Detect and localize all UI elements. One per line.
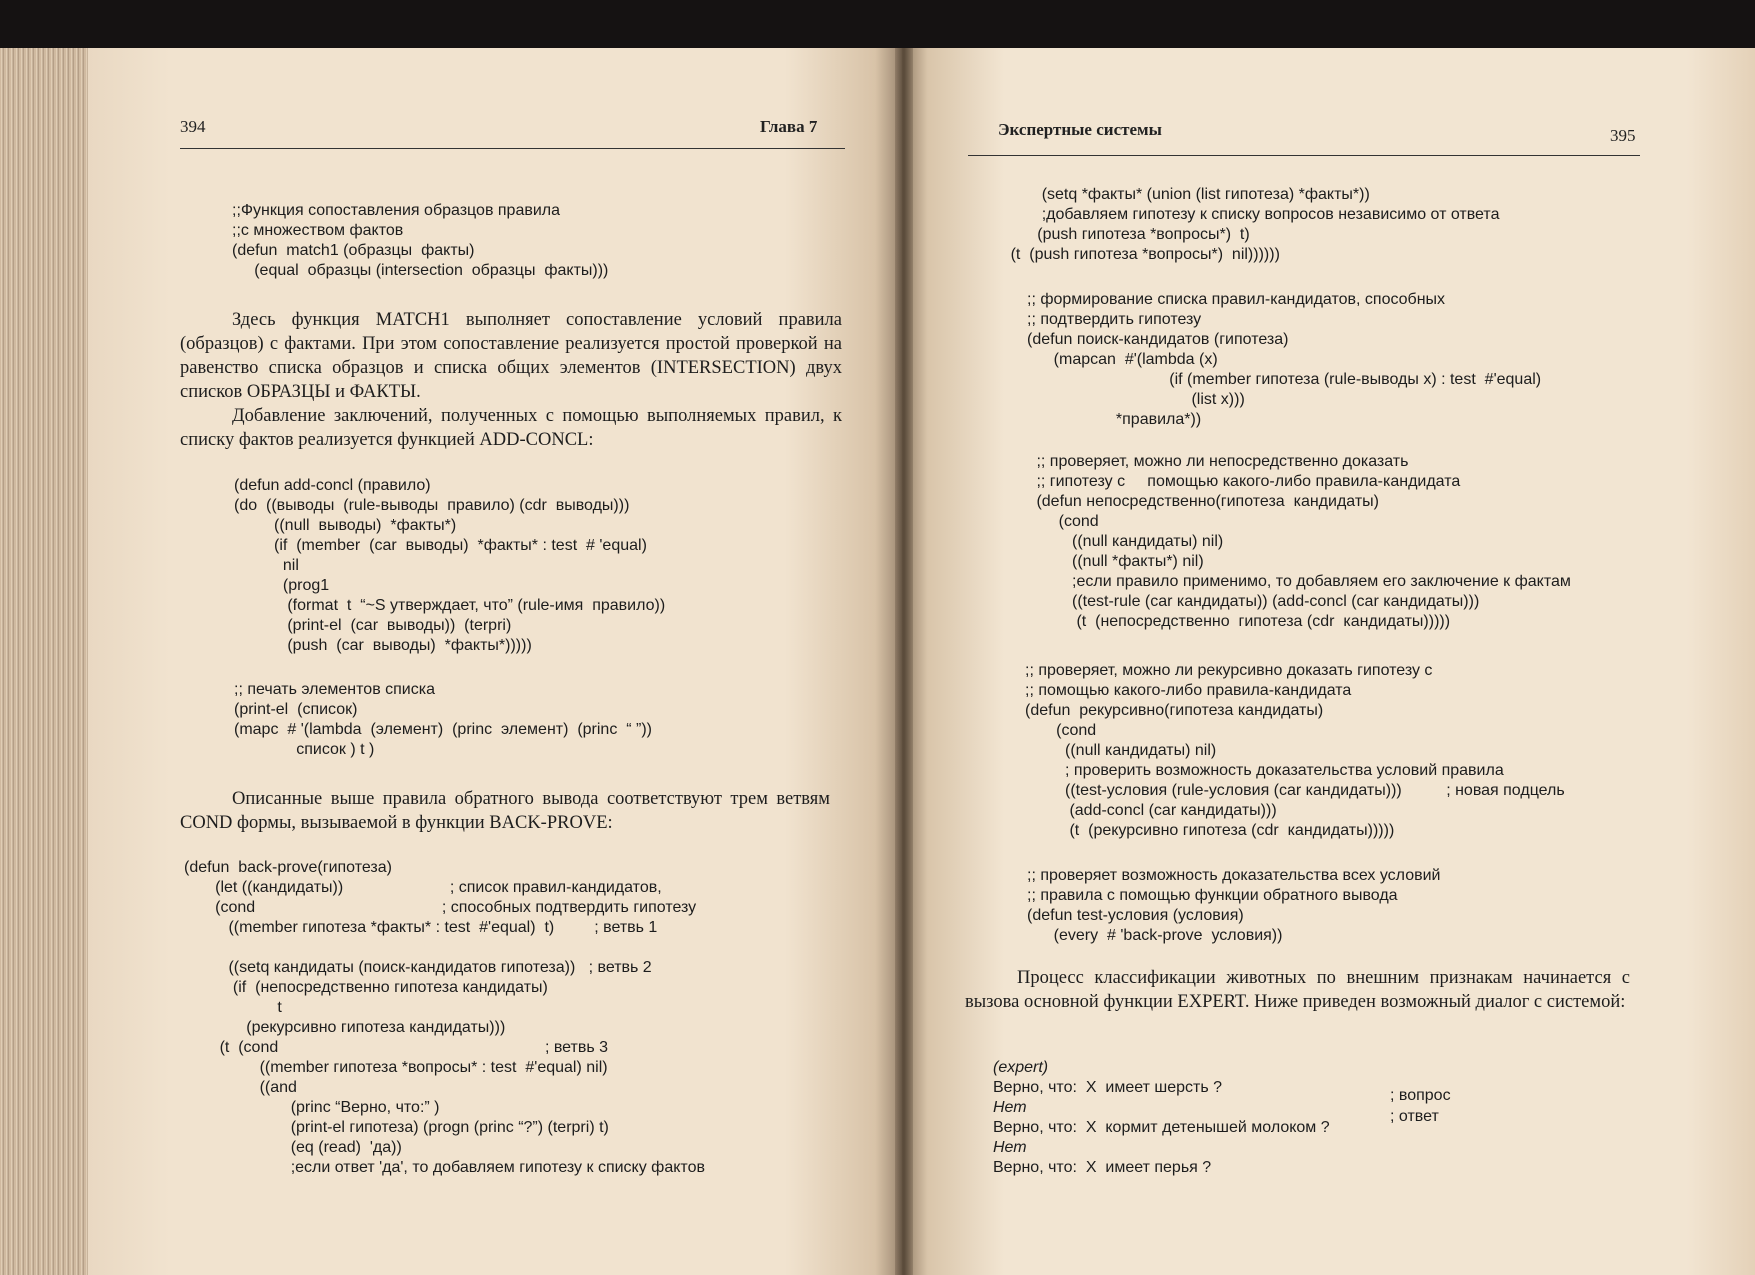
right-code-rekursivno bbox=[1025, 661, 1565, 841]
code-line: ((member гипотеза *вопросы* : test #'equal) nil) bbox=[184, 1059, 608, 1076]
code-line: (format t “~S утверждает, что” (rule-имя правило)) bbox=[234, 597, 666, 614]
left-code-print-el bbox=[234, 680, 652, 760]
code-line: (do ((выводы (rule-выводы правило) (cdr выводы))) bbox=[234, 497, 630, 514]
code-line: ((null *факты*) nil) bbox=[1032, 553, 1204, 570]
code-line: (if (непосредственно гипотеза кандидаты) bbox=[184, 979, 548, 996]
left-header-rule bbox=[180, 148, 845, 149]
code-line: (princ “Верно, что:” ) bbox=[184, 1099, 440, 1116]
code-line: ;;с множеством фактов bbox=[232, 222, 404, 239]
dialog-question-2: Верно, что: X кормит детенышей молоком ? bbox=[993, 1119, 1330, 1136]
code-line: (defun add-concl (правило) bbox=[234, 477, 431, 494]
code-line: (prog1 bbox=[234, 577, 330, 594]
dialog-question-1: Верно, что: X имеет шерсть ? bbox=[993, 1079, 1222, 1096]
code-line: (print-el (car выводы)) (terpri) bbox=[234, 617, 512, 634]
code-line: (setq *факты* (union (list гипотеза) *факты*)) bbox=[935, 186, 1370, 203]
left-chapter-label-text: Глава 7 bbox=[760, 117, 818, 136]
code-line: (defun match1 (образцы факты) bbox=[232, 242, 475, 259]
page-edges bbox=[0, 48, 92, 1275]
dialog-comment-answer: ; ответ bbox=[1390, 1108, 1439, 1125]
expert-dialog bbox=[993, 1058, 1330, 1178]
code-line: ;добавляем гипотезу к списку вопросов независимо от ответа bbox=[935, 206, 1500, 223]
code-line: (t (рекурсивно гипотеза (cdr кандидаты))))) bbox=[1025, 822, 1395, 839]
right-header-rule bbox=[968, 155, 1640, 156]
code-line: ((setq кандидаты (поиск-кандидатов гипотеза)) ; ветвь 2 bbox=[184, 959, 652, 976]
left-code-add-concl bbox=[234, 476, 665, 656]
left-paragraph-1: Здесь функция MATCH1 выполняет сопоставление условий правила (образцов) с фактами. При этом сопоставление реализуется простой проверкой на равенство списка образцов и списка общих элементов (INTERSECTION) двух списков ОБРАЗЦЫ и ФАКТЫ. bbox=[180, 310, 842, 402]
code-line: (t (непосредственно гипотеза (cdr кандидаты))))) bbox=[1032, 613, 1451, 630]
code-line: (let ((кандидаты)) ; список правил-кандидатов, bbox=[184, 879, 662, 896]
right-paragraph-1: Процесс классификации животных по внешним признакам начинается с вызова основной функции EXPERT. Ниже приведен возможный диалог с системой: bbox=[965, 968, 1630, 1012]
left-chapter-label bbox=[760, 117, 817, 137]
code-line: ((null выводы) *факты*) bbox=[234, 517, 457, 534]
code-line: (cond ; способных подтвердить гипотезу bbox=[184, 899, 697, 916]
code-line: ;; помощью какого-либо правила-кандидата bbox=[1025, 682, 1352, 699]
dialog-question-3: Верно, что: X имеет перья ? bbox=[993, 1159, 1212, 1176]
code-line: ((null кандидаты) nil) bbox=[1025, 742, 1217, 759]
dialog-comment-question: ; вопрос bbox=[1390, 1087, 1451, 1104]
code-line: (defun непосредственно(гипотеза кандидаты) bbox=[1032, 493, 1379, 510]
code-line: ;если правило применимо, то добавляем его заключение к фактам bbox=[1032, 573, 1571, 590]
code-line: (t (push гипотеза *вопросы*) nil)))))) bbox=[935, 246, 1280, 263]
code-line: (if (member гипотеза (rule-выводы x) : test #'equal) bbox=[1027, 371, 1542, 388]
code-line: список ) t ) bbox=[234, 741, 375, 758]
right-code-poisk-kandidatov bbox=[1027, 290, 1541, 430]
code-line: ;; проверяет возможность доказательства всех условий bbox=[1027, 867, 1441, 884]
left-code-back-prove bbox=[184, 858, 705, 1178]
code-line: ((test-условия (rule-условия (car кандидаты))) ; новая подцель bbox=[1025, 782, 1565, 799]
code-line: (every # 'back-prove условия)) bbox=[1027, 927, 1283, 944]
code-line: (push гипотеза *вопросы*) t) bbox=[935, 226, 1250, 243]
right-code-continuation bbox=[935, 185, 1499, 265]
code-line: ((test-rule (car кандидаты)) (add-concl (car кандидаты))) bbox=[1032, 593, 1480, 610]
code-line: ((null кандидаты) nil) bbox=[1032, 533, 1224, 550]
code-line: (defun back-prove(гипотеза) bbox=[184, 859, 392, 876]
code-line: ;если ответ 'да', то добавляем гипотезу к списку фактов bbox=[184, 1159, 705, 1176]
code-line: ; проверить возможность доказательства условий правила bbox=[1025, 762, 1504, 779]
left-code-match1 bbox=[232, 201, 608, 281]
code-line: (if (member (car выводы) *факты* : test # 'equal) bbox=[234, 537, 647, 554]
code-line: (defun test-условия (условия) bbox=[1027, 907, 1244, 924]
code-line: ;; проверяет, можно ли непосредственно доказать bbox=[1032, 453, 1409, 470]
code-line: (print-el (список) bbox=[234, 701, 358, 718]
right-chapter-label bbox=[998, 120, 1162, 140]
code-line: ;; подтвердить гипотезу bbox=[1027, 311, 1202, 328]
right-code-neposredstvenno bbox=[1032, 452, 1571, 632]
code-line: (push (car выводы) *факты*))))) bbox=[234, 637, 532, 654]
code-line: (list x))) bbox=[1027, 391, 1245, 408]
right-chapter-label-text: Экспертные системы bbox=[998, 120, 1162, 139]
code-line: (equal образцы (intersection образцы факты))) bbox=[232, 262, 609, 279]
code-line: ;; печать элементов списка bbox=[234, 681, 435, 698]
code-line: ;; формирование списка правил-кандидатов, способных bbox=[1027, 291, 1446, 308]
code-line: (defun рекурсивно(гипотеза кандидаты) bbox=[1025, 702, 1324, 719]
code-line: (add-concl (car кандидаты))) bbox=[1025, 802, 1277, 819]
right-code-test-usloviya bbox=[1027, 866, 1440, 946]
code-line bbox=[184, 938, 705, 958]
code-line: ((member гипотеза *факты* : test #'equal) t) ; ветвь 1 bbox=[184, 919, 658, 936]
left-page-number: 394 bbox=[180, 117, 206, 136]
left-paragraph-2: Добавление заключений, полученных с помощью выполняемых правил, к списку фактов реализуется функцией ADD-CONCL: bbox=[180, 406, 842, 450]
left-paragraph-3: Описанные выше правила обратного вывода соответствуют трем ветвям COND формы, вызываемой в функции BACK-PROVE: bbox=[180, 789, 830, 833]
code-line: ;; гипотезу с помощью какого-либо правила-кандидата bbox=[1032, 473, 1461, 490]
code-line: ;; правила с помощью функции обратного вывода bbox=[1027, 887, 1398, 904]
code-line: (defun поиск-кандидатов (гипотеза) bbox=[1027, 331, 1289, 348]
code-line: *правила*)) bbox=[1027, 411, 1202, 428]
code-line: (cond bbox=[1032, 513, 1099, 530]
code-line: (t (cond ; ветвь 3 bbox=[184, 1039, 609, 1056]
code-line: (mapcan #'(lambda (x) bbox=[1027, 351, 1218, 368]
book-gutter bbox=[895, 48, 913, 1275]
dialog-answer-2: Нет bbox=[993, 1139, 1027, 1156]
dialog-call: (expert) bbox=[993, 1059, 1049, 1076]
code-line: (cond bbox=[1025, 722, 1097, 739]
code-line: t bbox=[184, 999, 282, 1016]
dialog-answer-1: Нет bbox=[993, 1099, 1027, 1116]
right-page-number: 395 bbox=[1610, 126, 1636, 145]
code-line: (print-el гипотеза) (progn (princ “?”) (terpri) t) bbox=[184, 1119, 609, 1136]
code-line: (mapc # '(lambda (элемент) (princ элемент) (princ “ ”)) bbox=[234, 721, 652, 738]
code-line: ;;Функция сопоставления образцов правила bbox=[232, 202, 561, 219]
code-line: ((and bbox=[184, 1079, 297, 1096]
code-line: (рекурсивно гипотеза кандидаты))) bbox=[184, 1019, 506, 1036]
code-line: nil bbox=[234, 557, 299, 574]
code-line: (eq (read) 'да)) bbox=[184, 1139, 402, 1156]
code-line: ;; проверяет, можно ли рекурсивно доказать гипотезу с bbox=[1025, 662, 1433, 679]
